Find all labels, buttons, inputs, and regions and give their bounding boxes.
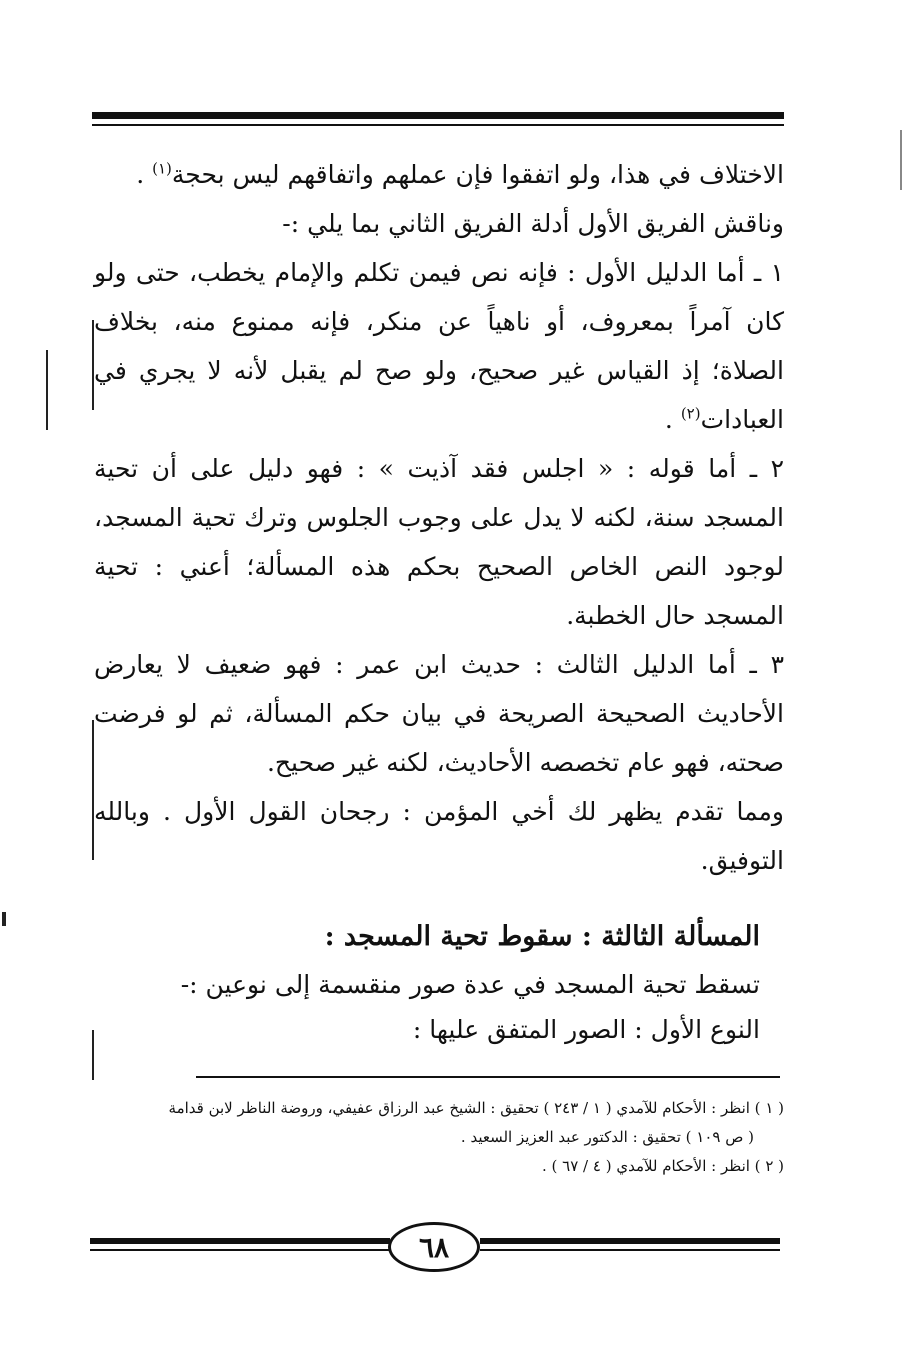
bottom-divider-left bbox=[90, 1238, 390, 1260]
top-divider bbox=[92, 112, 784, 132]
footnote-1: ( ١ ) انظر : الأحكام للآمدي ( ١ / ٢٤٣ ) تحقيق : الشيخ عبد الرزاق عفيفي، وروضة الناظر لابن قدامة bbox=[168, 1099, 784, 1117]
scan-artifact-left-1 bbox=[46, 350, 48, 430]
footnote-1-continued: ( ص ١٠٩ ) تحقيق : الدكتور عبد العزيز السعيد . bbox=[460, 1128, 754, 1146]
section-line-1: تسقط تحية المسجد في عدة صور منقسمة إلى نوعين :- bbox=[180, 970, 760, 999]
section-line-2: النوع الأول : الصور المتفق عليها : bbox=[412, 1015, 760, 1044]
section-block bbox=[94, 914, 760, 1052]
footnote-2: ( ٢ ) انظر : الأحكام للآمدي ( ٤ / ٦٧ ) . bbox=[542, 1157, 784, 1175]
footnote-ref-2[interactable]: (٢) bbox=[680, 404, 701, 423]
paragraph-3: ١ ـ أما الدليل الأول : فإنه نص فيمن تكلم والإمام يخطب، حتى ولو كان آمراً بمعروف، أو ناهياً عن منكر، فإنه ممنوع منه، بخلاف الصلاة؛ إذ القياس غير صحيح، ولو صح لم يقبل لأنه لا يجري في العبادات$^{(٢)}$ . bbox=[94, 258, 784, 434]
paragraph-1: الاختلاف في هذا، ولو اتفقوا فإن عملهم واتفاقهم ليس بحجة$^{(١)}$ . bbox=[136, 159, 784, 189]
page-number-text: ٦٨ bbox=[418, 1230, 450, 1264]
section-heading: المسألة الثالثة : سقوط تحية المسجد : bbox=[324, 921, 760, 952]
main-text bbox=[94, 150, 784, 885]
page-number bbox=[388, 1222, 480, 1272]
scan-artifact-left-3 bbox=[92, 720, 94, 860]
paragraph-5: ٣ ـ أما الدليل الثالث : حديث ابن عمر : فهو ضعيف لا يعارض الأحاديث الصحيحة الصريحة في بيان حكم المسألة، ثم لو فرضت صحته، فهو عام تخصصه الأحاديث، لكنه غير صحيح. bbox=[94, 650, 784, 777]
paragraph-6: ومما تقدم يظهر لك أخي المؤمن : رجحان القول الأول . وبالله التوفيق. bbox=[94, 797, 784, 875]
footnote-ref-1[interactable]: (١) bbox=[152, 159, 172, 178]
scan-artifact-edge bbox=[2, 912, 6, 926]
footnotes bbox=[88, 1094, 784, 1181]
paragraph-4: ٢ ـ أما قوله : « اجلس فقد آذيت » : فهو دليل على أن تحية المسجد سنة، لكنه لا يدل على وجوب الجلوس وترك تحية المسجد، لوجود النص الخاص الصحيح بحكم هذه المسألة؛ أعني : تحية المسجد حال الخطبة. bbox=[94, 454, 784, 630]
bottom-divider-right bbox=[480, 1238, 780, 1260]
scan-artifact-left-2 bbox=[92, 320, 94, 410]
paragraph-2: وناقش الفريق الأول أدلة الفريق الثاني بما يلي :- bbox=[282, 209, 784, 238]
scan-artifact-right bbox=[900, 130, 902, 190]
scan-artifact-left-4 bbox=[92, 1030, 94, 1080]
footnote-divider bbox=[196, 1076, 780, 1078]
